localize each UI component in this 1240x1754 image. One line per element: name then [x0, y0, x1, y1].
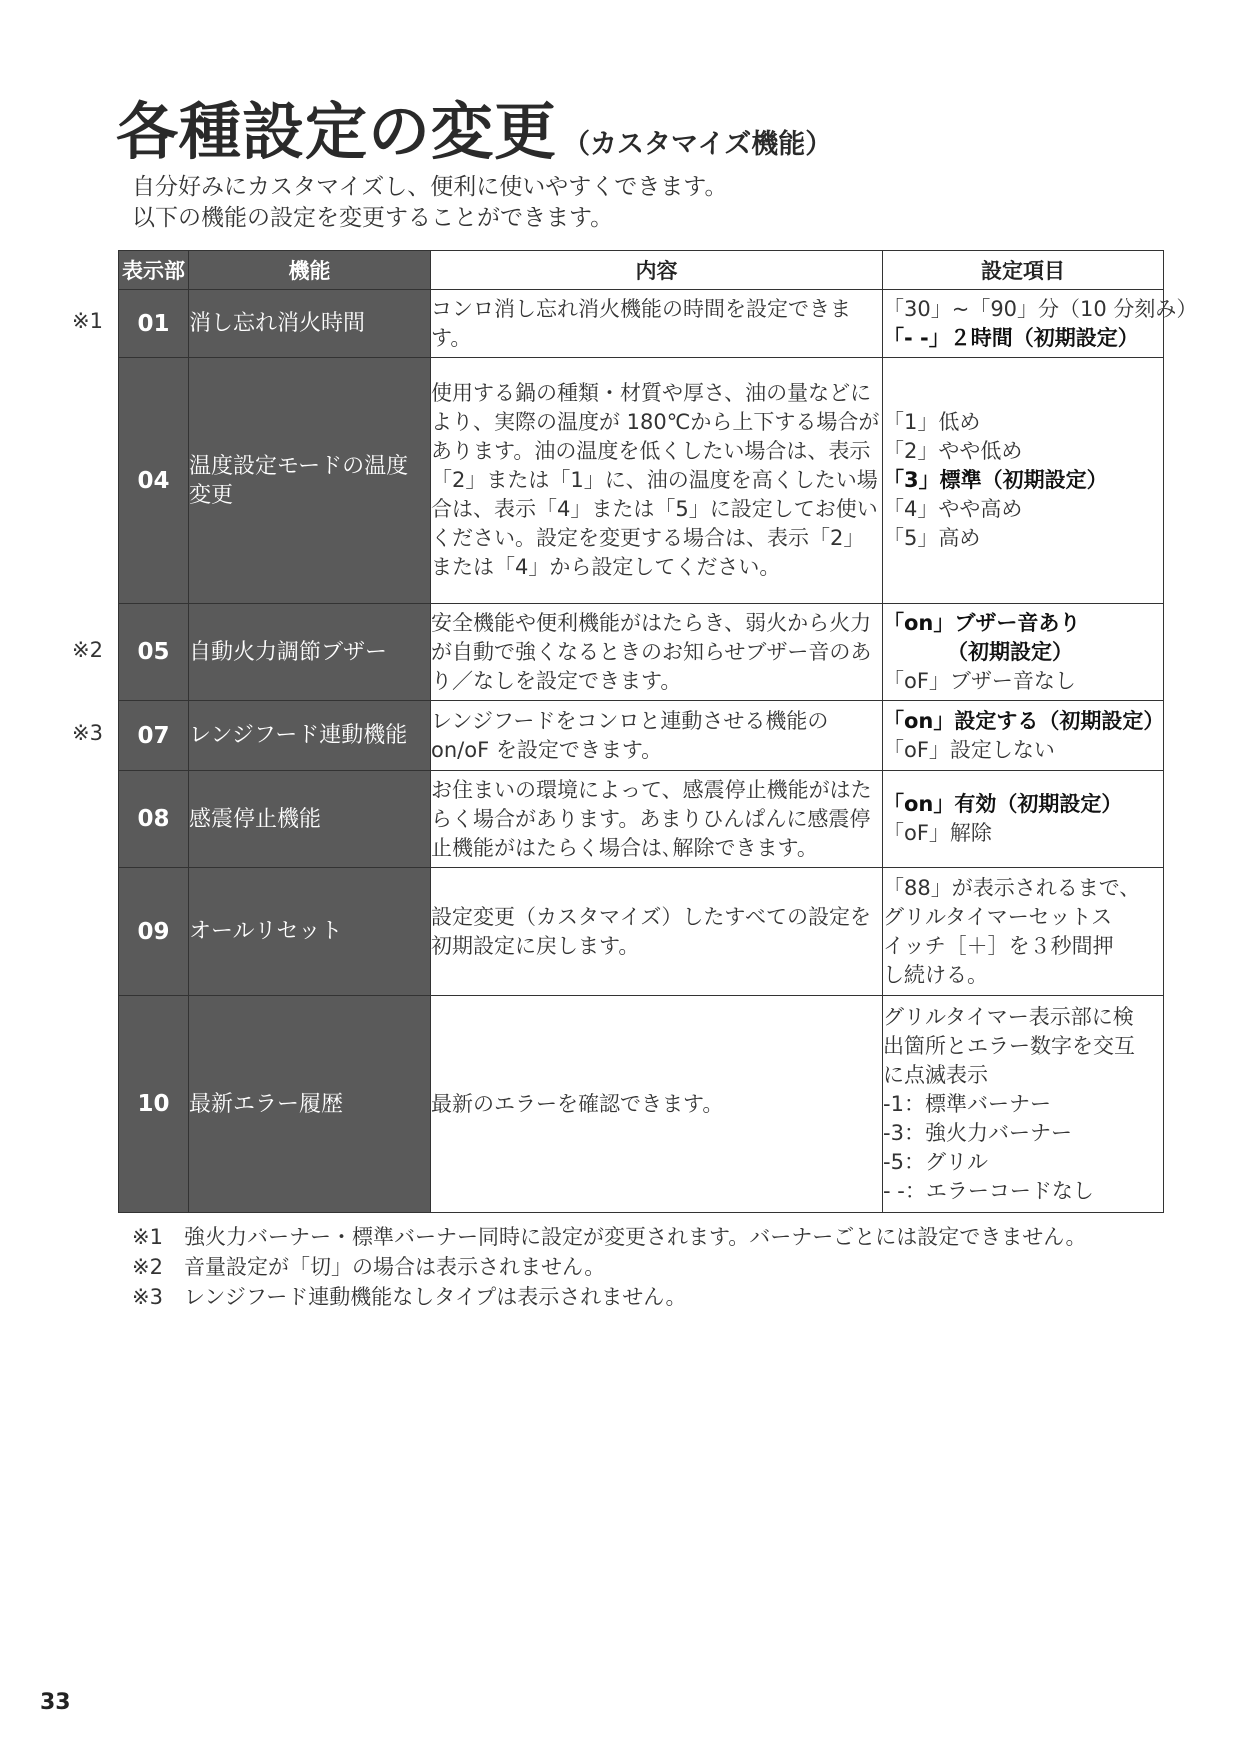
setting-option: 「oF」解除: [883, 821, 992, 845]
row-settings: [883, 996, 1164, 1213]
table-row: [119, 771, 1164, 868]
setting-option: 出箇所とエラー数字を交互: [883, 1033, 1135, 1058]
table-row: [119, 604, 1164, 701]
title-sub: （カスタマイズ機能）: [563, 129, 833, 160]
table-row: [119, 358, 1164, 604]
header-content: 内容: [431, 251, 883, 290]
table-row: [119, 996, 1164, 1213]
header-settings: 設定項目: [883, 251, 1164, 290]
setting-option: に点滅表示: [883, 1062, 988, 1087]
setting-option: 「3」標準（初期設定）: [883, 468, 1108, 492]
footnote: ※3 レンジフード連動機能なしタイプは表示されません。: [132, 1285, 687, 1309]
header-code: 表示部: [119, 251, 189, 290]
setting-option: 「on」ブザー音あり: [883, 610, 1081, 635]
footnote: ※1 強火力バーナー・標準バーナー同時に設定が変更されます。バーナーごとには設定できません。: [132, 1225, 1087, 1249]
row-content: レンジフードをコンロと連動させる機能の on/oF を設定できます。: [431, 701, 883, 771]
footnote-mark: ※1: [72, 309, 103, 333]
setting-option: 「on」有効（初期設定）: [883, 792, 1123, 816]
setting-option: -3：強火力バーナー: [883, 1120, 1072, 1145]
row-function: 最新エラー履歴: [189, 996, 431, 1213]
row-content: 最新のエラーを確認できます。: [431, 996, 883, 1213]
row-settings: [883, 771, 1164, 868]
row-code: 05: [119, 604, 189, 701]
row-code: 01: [119, 290, 189, 358]
page-title: [116, 82, 832, 171]
setting-option: イッチ［＋］を３秒間押: [883, 933, 1114, 958]
settings-table: [118, 250, 1198, 1213]
setting-option: 「oF」ブザー音なし: [883, 668, 1076, 693]
setting-option: 「- -」２時間（初期設定）: [883, 325, 1139, 350]
row-function: オールリセット: [189, 868, 431, 996]
row-settings: [883, 701, 1164, 771]
row-function: レンジフード連動機能: [189, 701, 431, 771]
header-function: 機能: [189, 251, 431, 290]
row-function: 感震停止機能: [189, 771, 431, 868]
footnote-mark: ※3: [72, 721, 103, 745]
table-row: [119, 290, 1164, 358]
title-main: 各種設定の変更: [116, 95, 558, 168]
row-content: 使用する鍋の種類・材質や厚さ、油の量などにより、実際の温度が 180℃から上下する場合があります。油の温度を低くしたい場合は、表示「2」または「1」に、油の温度を高くしたい場合は、表示「4」または「5」に設定してお使いください。設定を変更する場合は、表示「2」または「4」から設定してください。: [431, 358, 883, 604]
setting-option: 「88」が表示されるまで、: [883, 875, 1141, 900]
row-settings: [883, 358, 1164, 604]
setting-option: （初期設定）: [947, 639, 1073, 664]
row-code: 09: [119, 868, 189, 996]
row-content: 設定変更（カスタマイズ）したすべての設定を初期設定に戻します。: [431, 868, 883, 996]
setting-option: 「on」設定する（初期設定）: [883, 708, 1165, 733]
setting-option: 「5」高め: [883, 526, 981, 550]
row-function: 自動火力調節ブザー: [189, 604, 431, 701]
row-code: 07: [119, 701, 189, 771]
setting-option: 「2」やや低め: [883, 439, 1023, 463]
row-settings: [883, 604, 1164, 701]
setting-option: グリルタイマーセットス: [883, 904, 1113, 929]
setting-option: 「1」低め: [883, 410, 981, 434]
row-content: 安全機能や便利機能がはたらき、弱火から火力が自動で強くなるときのお知らせブザー音のあり／なしを設定できます。: [431, 604, 883, 701]
intro-line: 以下の機能の設定を変更することができます。: [132, 205, 614, 231]
setting-option: -1：標準バーナー: [883, 1091, 1051, 1116]
setting-option: 「30」~「90」分（10 分刻み）: [883, 296, 1198, 321]
row-content: お住まいの環境によって、感震停止機能がはたらく場合があります。あまりひんぱんに感震停止機能がはたらく場合は､解除できます。: [431, 771, 883, 868]
setting-option: -5：グリル: [883, 1149, 988, 1174]
page-number: 33: [40, 1690, 71, 1715]
table-row: [119, 701, 1164, 771]
footnote-mark: ※2: [72, 637, 103, 662]
intro-text: [132, 172, 727, 234]
row-settings: [883, 290, 1198, 358]
setting-option: グリルタイマー表示部に検: [883, 1004, 1134, 1029]
intro-line: 自分好みにカスタマイズし、便利に使いやすくできます。: [132, 174, 728, 200]
row-code: 10: [119, 996, 189, 1213]
row-function: 消し忘れ消火時間: [189, 290, 431, 358]
setting-option: 「4」やや高め: [883, 497, 1023, 521]
footnote: ※2 音量設定が「切」の場合は表示されません。: [132, 1255, 606, 1279]
setting-option: 「oF」設定しない: [883, 737, 1055, 762]
table-header-row: [119, 251, 1164, 290]
row-settings: [883, 868, 1164, 996]
row-content: コンロ消し忘れ消火機能の時間を設定できます。: [431, 290, 883, 358]
footnotes: [132, 1222, 1087, 1312]
row-function: 温度設定モードの温度変更: [189, 358, 431, 604]
table-row: [119, 868, 1164, 996]
row-code: 04: [119, 358, 189, 604]
setting-option: し続ける。: [883, 962, 988, 987]
row-code: 08: [119, 771, 189, 868]
setting-option: - -：エラーコードなし: [883, 1178, 1094, 1203]
